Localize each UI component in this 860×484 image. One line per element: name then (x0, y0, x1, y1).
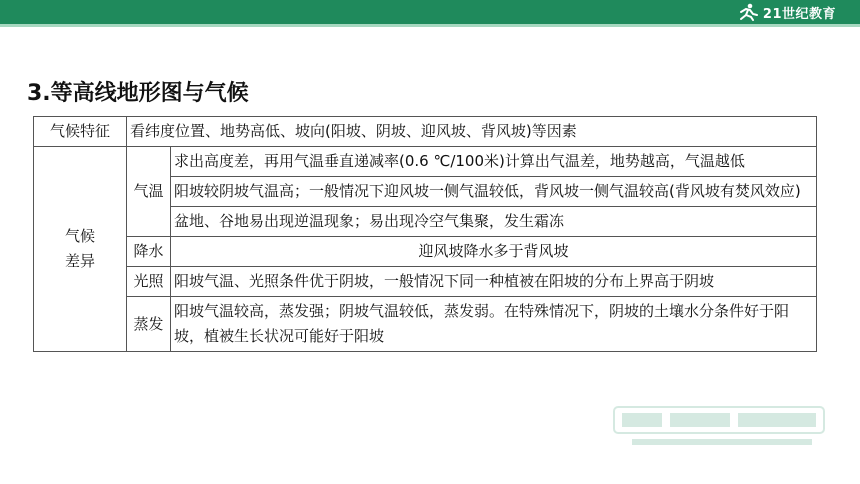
precipitation-label: 降水 (127, 237, 171, 267)
logo (737, 2, 836, 22)
climate-difference-label-line2: 差异 (64, 252, 95, 270)
logo-text: 21世纪教育 (762, 6, 836, 22)
top-banner-stripe (0, 24, 860, 27)
table-row (34, 147, 817, 177)
sunlight-content: 阳坡气温、光照条件优于阴坡，一般情况下同一种植被在阳坡的分布上界高于阴坡 (171, 267, 817, 297)
climate-table (33, 116, 817, 352)
table-row (34, 117, 817, 147)
temperature-item: 盆地、谷地易出现逆温现象；易出现冷空气集聚，发生霜冻 (171, 207, 817, 237)
sunlight-label: 光照 (127, 267, 171, 297)
table-row (34, 267, 817, 297)
page-title: 3.等高线地形图与气候 (27, 81, 249, 106)
climate-feature-label: 气候特征 (34, 117, 127, 147)
table-row (34, 237, 817, 267)
table-row (34, 297, 817, 352)
evaporation-label: 蒸发 (127, 297, 171, 352)
temperature-label: 气温 (127, 147, 171, 237)
precipitation-content: 迎风坡降水多于背风坡 (171, 237, 817, 267)
climate-difference-label-line1: 气候 (64, 227, 95, 245)
temperature-item: 阳坡较阴坡气温高；一般情况下迎风坡一侧气温较低，背风坡一侧气温较高(背风坡有焚风效应) (171, 177, 817, 207)
runner-logo-icon (737, 3, 759, 21)
climate-difference-label (34, 147, 127, 352)
evaporation-content: 阳坡气温较高，蒸发强；阴坡气温较低，蒸发弱。在特殊情况下，阴坡的土壤水分条件好于阳坡，植被生长状况可能好于阳坡 (171, 297, 817, 352)
temperature-item: 求出高度差，再用气温垂直递减率(0.6 ℃/100米)计算出气温差，地势越高，气温越低 (171, 147, 817, 177)
top-banner (0, 0, 860, 24)
climate-feature-content: 看纬度位置、地势高低、坡向(阳坡、阴坡、迎风坡、背风坡)等因素 (127, 117, 817, 147)
watermark-graphic (612, 403, 832, 451)
